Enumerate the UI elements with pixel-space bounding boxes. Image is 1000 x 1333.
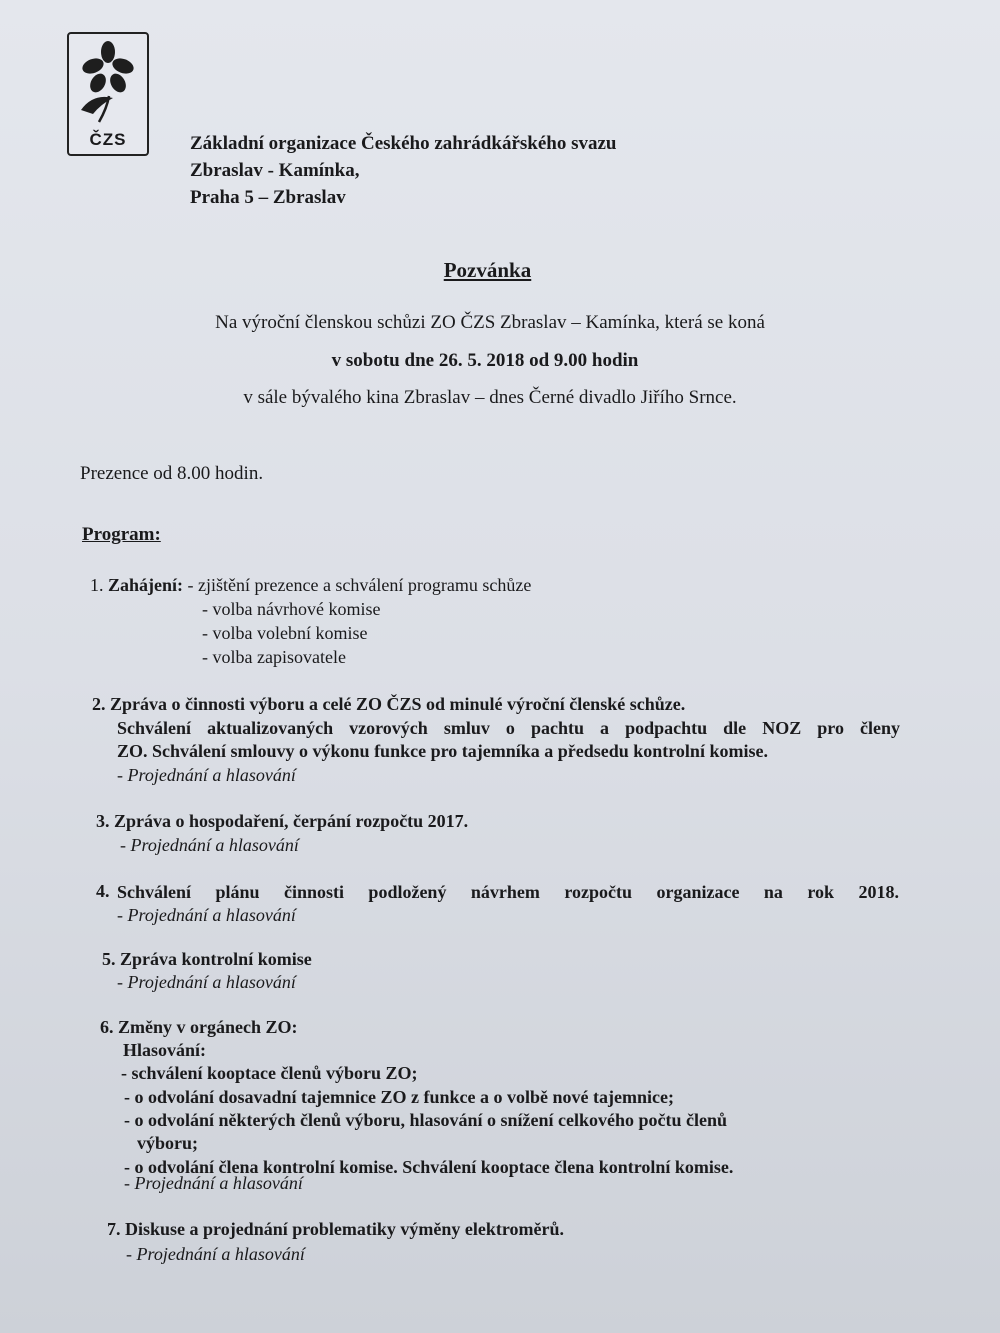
program-item-7 xyxy=(107,1217,564,1241)
invitation-venue: v sále bývalého kina Zbraslav – dnes Černé divadlo Jiřího Srnce. xyxy=(243,387,737,408)
item-subline: - volba volební komise xyxy=(202,623,368,643)
item-line: - o odvolání některých členů výboru, hlasování o snížení celkového počtu členů xyxy=(124,1110,728,1130)
item-note: - Projednání a hlasování xyxy=(117,905,296,925)
item-number: 7. xyxy=(107,1219,121,1239)
item-number: 3. xyxy=(96,811,110,831)
item-subline: - volba zapisovatele xyxy=(202,647,346,667)
program-item-2 xyxy=(92,692,685,716)
item-note: - Projednání a hlasování xyxy=(120,835,299,855)
program-item-1 xyxy=(90,573,531,597)
item-line: - o odvolání člena kontrolní komise. Schválení kooptace člena kontrolní komise. xyxy=(124,1157,734,1177)
item-line: výboru; xyxy=(137,1133,199,1153)
org-line-2: Zbraslav - Kamínka, xyxy=(190,160,360,181)
item-number: 2. xyxy=(92,694,106,714)
item-line: Hlasování: xyxy=(123,1040,207,1060)
item-note: - Projednání a hlasování xyxy=(117,972,296,992)
org-line-1: Základní organizace Českého zahrádkářského svazu xyxy=(190,133,617,154)
czs-logo xyxy=(67,32,149,156)
item-line: Změny v orgánech ZO: xyxy=(118,1017,298,1037)
flower-icon xyxy=(73,38,143,128)
program-item-5 xyxy=(102,947,312,971)
item-line: - schválení kooptace členů výboru ZO; xyxy=(121,1063,418,1083)
item-heading: Zahájení: xyxy=(108,575,184,595)
invitation-line-1: Na výroční členskou schůzi ZO ČZS Zbraslav – Kamínka, která se koná xyxy=(215,312,765,333)
item-line: Zpráva o hospodaření, čerpání rozpočtu 2017. xyxy=(114,811,469,831)
item-subline: - zjištění prezence a schválení programu schůze xyxy=(187,575,532,595)
org-line-3: Praha 5 – Zbraslav xyxy=(190,187,346,208)
program-item-4: Schválení plánu činnosti podložený návrhem rozpočtu organizace na rok 2018. xyxy=(117,882,899,902)
document-title: Pozvánka xyxy=(443,258,532,282)
program-heading: Program: xyxy=(82,524,161,545)
item-number: 1. xyxy=(90,575,104,595)
item-number: 6. xyxy=(100,1017,114,1037)
presence-note: Prezence od 8.00 hodin. xyxy=(80,463,264,484)
item-line: Schválení aktualizovaných vzorových smluv o pachtu a podpachtu dle NOZ pro členy xyxy=(117,718,900,738)
organization-header xyxy=(190,130,616,211)
item-note: - Projednání a hlasování xyxy=(124,1173,303,1193)
program-item-6 xyxy=(100,1015,298,1039)
program-item-3 xyxy=(96,809,468,833)
item-line: Diskuse a projednání problematiky výměny elektroměrů. xyxy=(125,1219,565,1239)
item-line: Zpráva kontrolní komise xyxy=(120,949,312,969)
logo-text: ČZS xyxy=(89,130,127,149)
item-line: - o odvolání dosavadní tajemnice ZO z funkce a o volbě nové tajemnice; xyxy=(124,1087,674,1107)
item-note: - Projednání a hlasování xyxy=(117,765,296,785)
item-number: 4. xyxy=(96,881,110,901)
item-subline: - volba návrhové komise xyxy=(202,599,381,619)
invitation-date: v sobotu dne 26. 5. 2018 od 9.00 hodin xyxy=(331,350,639,371)
item-line: ZO. Schválení smlouvy o výkonu funkce pro tajemníka a předsedu kontrolní komise. xyxy=(117,741,768,761)
item-number: 5. xyxy=(102,949,116,969)
item-note: - Projednání a hlasování xyxy=(126,1244,305,1264)
item-line: Zpráva o činnosti výboru a celé ZO ČZS od minulé výroční členské schůze. xyxy=(110,694,686,714)
